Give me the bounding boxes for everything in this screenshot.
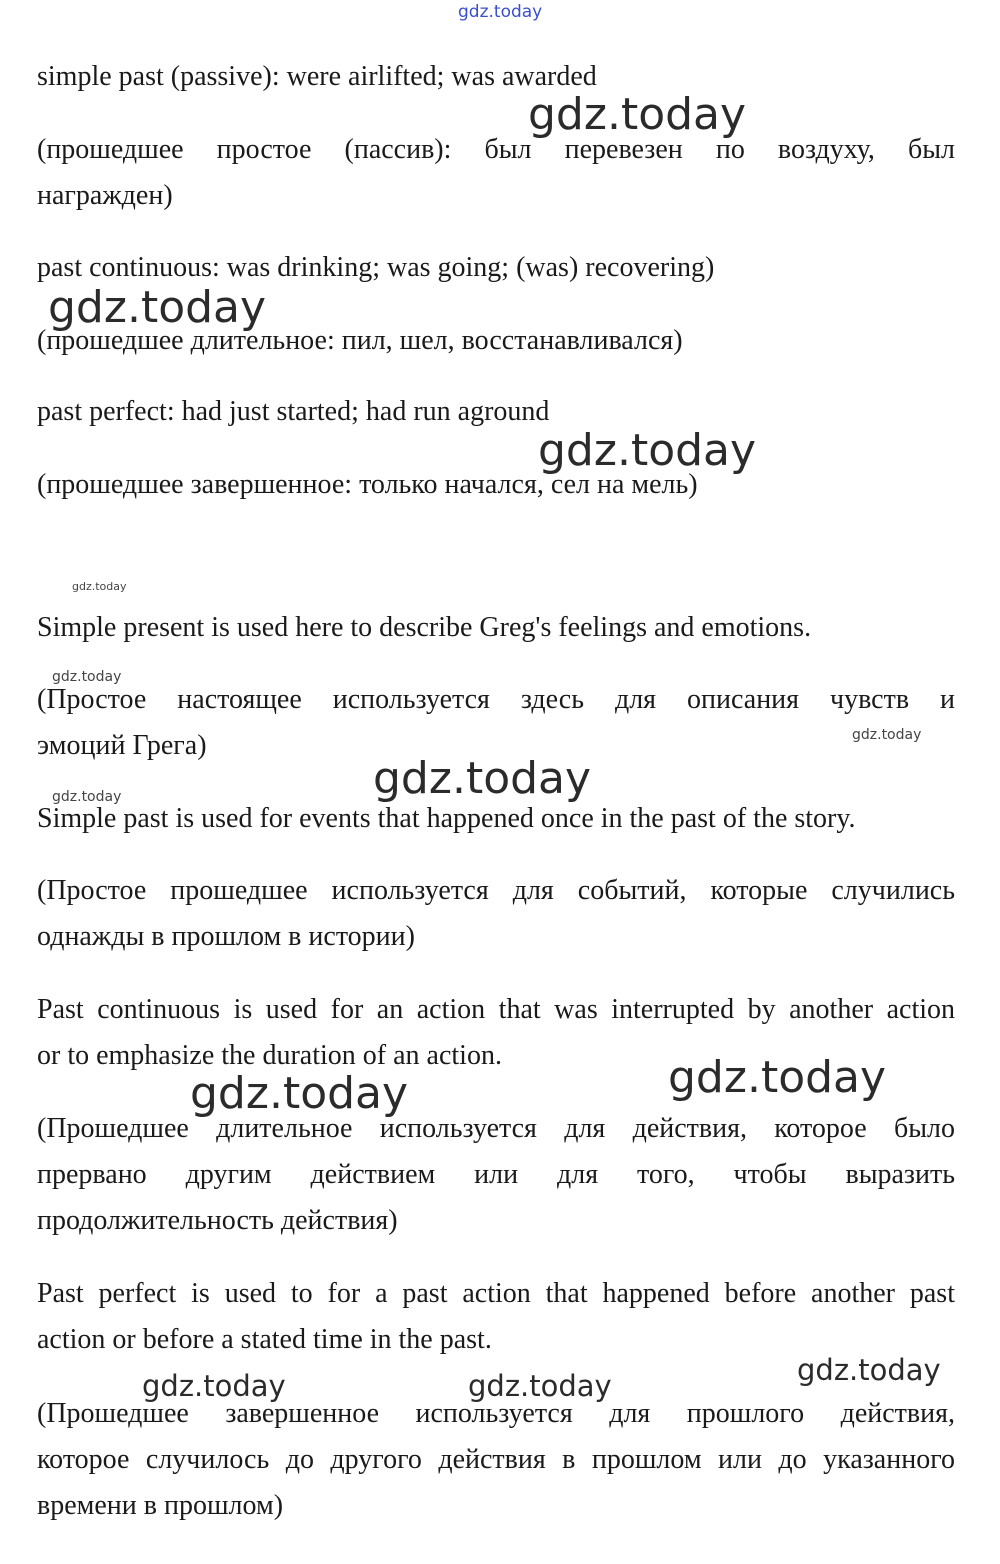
watermark: gdz.today	[528, 89, 747, 140]
text-line: action or before a stated time in the past.	[37, 1324, 492, 1355]
watermark-small: gdz.today	[72, 580, 127, 593]
text-line: past perfect: had just started; had run aground	[37, 396, 550, 427]
text-line: времени в прошлом)	[37, 1490, 284, 1521]
watermark-small: gdz.today	[52, 789, 122, 805]
watermark: gdz.today	[797, 1353, 941, 1387]
text-line: Simple present is used here to describe Greg's feelings and emotions.	[37, 612, 812, 643]
text-line: эмоций Грега)	[37, 730, 207, 761]
text-line: награжден)	[37, 180, 173, 211]
text-line: прервано другим действием или для того, чтобы выразить	[37, 1159, 955, 1190]
watermark-top: gdz.today	[458, 2, 543, 22]
watermark-small: gdz.today	[852, 727, 922, 743]
text-line: (Простое настоящее используется здесь для описания чувств и	[37, 684, 955, 715]
text-line: past continuous: was drinking; was going; (was) recovering)	[37, 252, 715, 283]
text-line: simple past (passive): were airlifted; was awarded	[37, 61, 597, 92]
text-line: которое случилось до другого действия в прошлом или до указанного	[37, 1444, 955, 1475]
text-line: продолжительность действия)	[37, 1205, 398, 1236]
text-line: Simple past is used for events that happened once in the past of the story.	[37, 803, 856, 834]
text-line: (Прошедшее завершенное используется для прошлого действия,	[37, 1398, 955, 1429]
text-line: (Простое прошедшее используется для событий, которые случились	[37, 875, 955, 906]
watermark-small: gdz.today	[52, 669, 122, 685]
watermark: gdz.today	[373, 753, 592, 804]
watermark: gdz.today	[668, 1052, 887, 1103]
text-line: (Прошедшее длительное используется для действия, которое было	[37, 1113, 955, 1144]
text-line: Past continuous is used for an action that was interrupted by another action	[37, 994, 955, 1025]
watermark: gdz.today	[190, 1068, 409, 1119]
text-line: (прошедшее завершенное: только начался, сел на мель)	[37, 469, 698, 500]
text-line: or to emphasize the duration of an action.	[37, 1040, 502, 1071]
watermark: gdz.today	[142, 1369, 286, 1403]
watermark: gdz.today	[48, 282, 267, 333]
text-line: однажды в прошлом в истории)	[37, 921, 415, 952]
watermark: gdz.today	[468, 1369, 612, 1403]
text-line: Past perfect is used to for a past action that happened before another past	[37, 1278, 955, 1309]
text-line: (прошедшее простое (пассив): был перевезен по воздуху, был	[37, 134, 955, 165]
watermark: gdz.today	[538, 425, 757, 476]
text-line: (прошедшее длительное: пил, шел, восстанавливался)	[37, 325, 683, 356]
